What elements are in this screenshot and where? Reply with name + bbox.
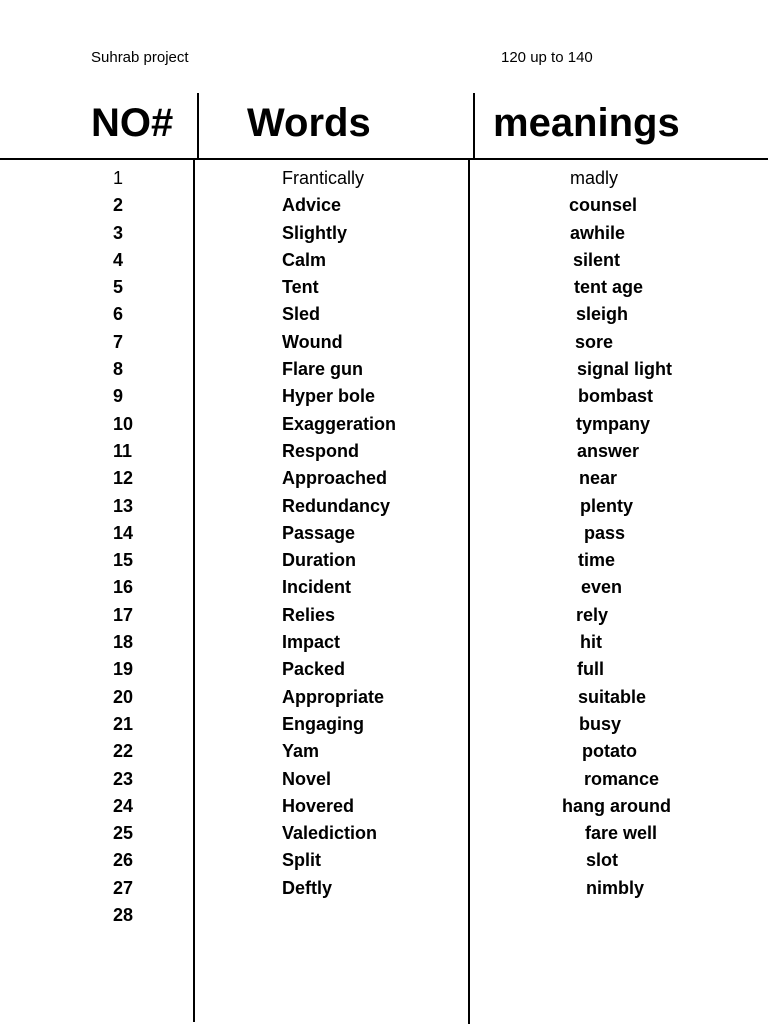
table-row bbox=[0, 684, 768, 711]
table-row bbox=[0, 301, 768, 328]
row-meaning: suitable bbox=[578, 686, 647, 707]
table-row bbox=[0, 738, 768, 765]
table-row bbox=[0, 793, 768, 820]
row-number: 28 bbox=[113, 905, 134, 926]
row-word: Redundancy bbox=[282, 495, 391, 516]
row-meaning: madly bbox=[570, 168, 619, 188]
row-meaning: romance bbox=[584, 768, 660, 789]
row-word: Engaging bbox=[282, 713, 364, 734]
header-rule bbox=[0, 158, 768, 160]
row-number: 17 bbox=[113, 604, 134, 625]
row-number: 22 bbox=[113, 741, 134, 762]
row-meaning: fare well bbox=[585, 823, 658, 844]
row-number: 8 bbox=[113, 359, 124, 380]
row-word: Calm bbox=[282, 249, 327, 270]
column-header-meanings: meanings bbox=[493, 101, 680, 145]
row-number: 12 bbox=[113, 468, 134, 489]
row-word: Hovered bbox=[282, 795, 355, 816]
row-number: 25 bbox=[113, 823, 134, 844]
row-word: Valediction bbox=[282, 823, 378, 844]
row-number: 16 bbox=[113, 577, 134, 598]
row-number: 9 bbox=[113, 386, 124, 407]
table-row bbox=[0, 411, 768, 438]
row-meaning: hang around bbox=[562, 795, 671, 816]
row-word: Yam bbox=[282, 741, 320, 762]
row-number: 26 bbox=[113, 850, 134, 871]
row-word: Exaggeration bbox=[282, 413, 397, 434]
row-number: 11 bbox=[113, 440, 133, 461]
row-word: Incident bbox=[282, 577, 352, 598]
row-word: Respond bbox=[282, 440, 360, 461]
row-meaning: even bbox=[581, 577, 623, 598]
table-row bbox=[0, 274, 768, 301]
table-row bbox=[0, 656, 768, 683]
table-row bbox=[0, 329, 768, 356]
vocabulary-table bbox=[0, 165, 768, 929]
row-word: Novel bbox=[282, 768, 332, 789]
row-word: Passage bbox=[282, 522, 356, 543]
row-meaning: full bbox=[577, 659, 604, 680]
table-row bbox=[0, 847, 768, 874]
column-header-words: Words bbox=[247, 101, 371, 145]
row-meaning: time bbox=[578, 550, 616, 571]
row-word: Flare gun bbox=[282, 359, 364, 380]
row-meaning: rely bbox=[576, 604, 609, 625]
row-meaning: awhile bbox=[570, 222, 626, 243]
row-meaning: counsel bbox=[569, 195, 638, 216]
row-number: 4 bbox=[113, 249, 124, 270]
table-row bbox=[0, 547, 768, 574]
table-row bbox=[0, 711, 768, 738]
row-meaning: nimbly bbox=[586, 877, 645, 898]
row-word: Frantically bbox=[282, 168, 365, 188]
row-meaning: near bbox=[579, 468, 618, 489]
row-word: Impact bbox=[282, 632, 341, 653]
column-divider bbox=[197, 93, 199, 160]
row-meaning: pass bbox=[584, 522, 626, 543]
table-row bbox=[0, 766, 768, 793]
row-number: 7 bbox=[113, 331, 124, 352]
row-number: 5 bbox=[113, 277, 124, 298]
row-word: Sled bbox=[282, 304, 321, 325]
row-meaning: tent age bbox=[574, 277, 644, 298]
row-number: 14 bbox=[113, 522, 134, 543]
row-meaning: bombast bbox=[578, 386, 654, 407]
row-meaning: answer bbox=[577, 440, 640, 461]
row-number: 27 bbox=[113, 877, 134, 898]
row-number: 13 bbox=[113, 495, 134, 516]
table-row bbox=[0, 465, 768, 492]
row-word: Appropriate bbox=[282, 686, 385, 707]
table-row bbox=[0, 902, 768, 929]
row-word: Tent bbox=[282, 277, 319, 298]
row-word: Advice bbox=[282, 195, 342, 216]
row-meaning: hit bbox=[580, 632, 602, 653]
table-row bbox=[0, 574, 768, 601]
table-row bbox=[0, 383, 768, 410]
row-word: Relies bbox=[282, 604, 336, 625]
table-row bbox=[0, 165, 768, 192]
row-number: 1 bbox=[113, 168, 124, 188]
row-meaning: slot bbox=[586, 850, 619, 871]
row-number: 20 bbox=[113, 686, 134, 707]
row-number: 18 bbox=[113, 632, 134, 653]
row-number: 19 bbox=[113, 659, 134, 680]
row-word: Deftly bbox=[282, 877, 333, 898]
table-row bbox=[0, 220, 768, 247]
row-number: 15 bbox=[113, 550, 134, 571]
row-word: Packed bbox=[282, 659, 346, 680]
row-meaning: signal light bbox=[577, 359, 673, 380]
table-row bbox=[0, 629, 768, 656]
column-divider bbox=[473, 93, 475, 160]
range-label: 120 up to 140 bbox=[501, 49, 593, 66]
row-word: Slightly bbox=[282, 222, 348, 243]
row-number: 10 bbox=[113, 413, 134, 434]
row-number: 23 bbox=[113, 768, 134, 789]
row-meaning: sleigh bbox=[576, 304, 629, 325]
project-title: Suhrab project bbox=[91, 49, 189, 66]
column-header-no: NO# bbox=[91, 101, 174, 145]
table-row bbox=[0, 820, 768, 847]
table-row bbox=[0, 520, 768, 547]
row-meaning: silent bbox=[573, 249, 621, 270]
row-word: Wound bbox=[282, 331, 343, 352]
row-meaning: sore bbox=[575, 331, 614, 352]
row-word: Hyper bole bbox=[282, 386, 376, 407]
row-number: 2 bbox=[113, 195, 124, 216]
table-row bbox=[0, 247, 768, 274]
row-number: 3 bbox=[113, 222, 124, 243]
table-row bbox=[0, 602, 768, 629]
row-number: 6 bbox=[113, 304, 124, 325]
row-meaning: potato bbox=[582, 741, 637, 762]
row-word: Approached bbox=[282, 468, 388, 489]
table-row bbox=[0, 192, 768, 219]
row-number: 24 bbox=[113, 795, 134, 816]
table-row bbox=[0, 438, 768, 465]
row-meaning: busy bbox=[579, 713, 622, 734]
table-row bbox=[0, 493, 768, 520]
row-word: Duration bbox=[282, 550, 356, 571]
row-meaning: tympany bbox=[576, 413, 651, 434]
table-row bbox=[0, 875, 768, 902]
row-word: Split bbox=[282, 850, 321, 871]
row-meaning: plenty bbox=[580, 495, 634, 516]
table-row bbox=[0, 356, 768, 383]
row-number: 21 bbox=[113, 713, 134, 734]
